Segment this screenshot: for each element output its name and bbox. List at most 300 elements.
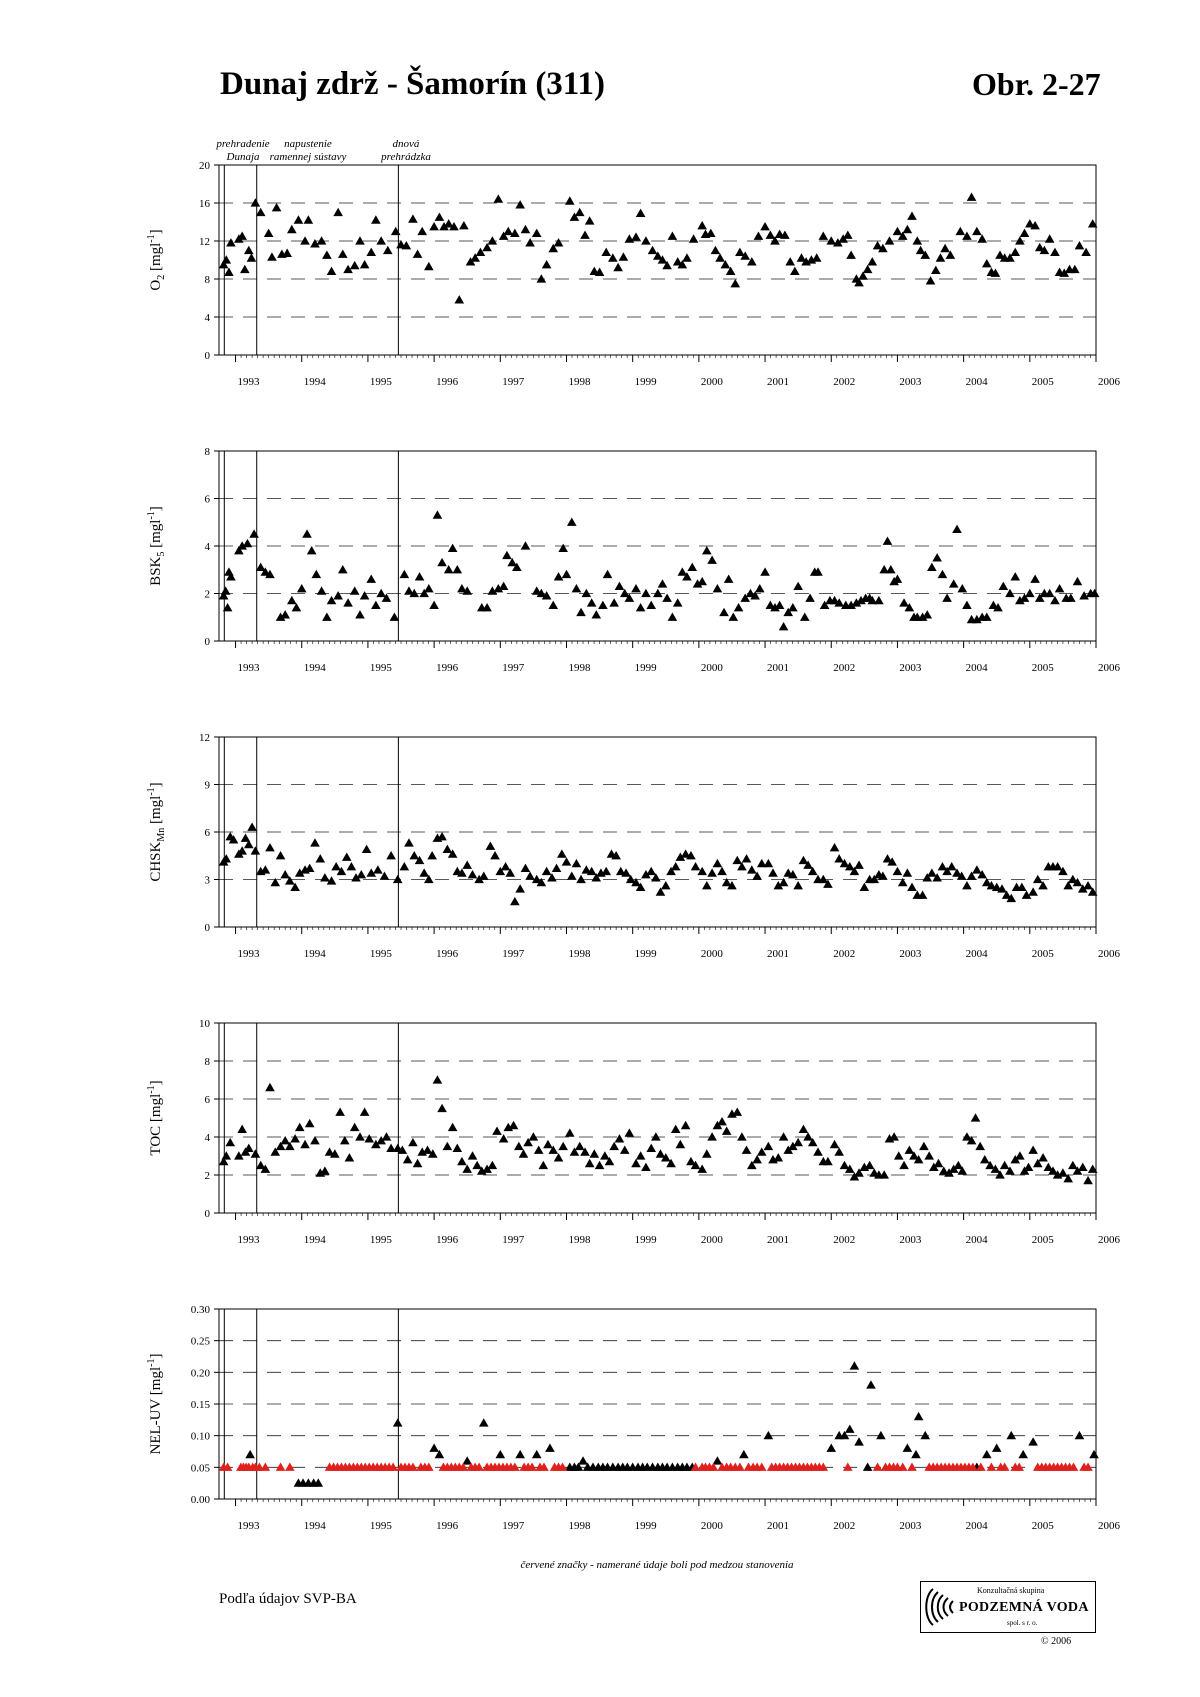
data-point bbox=[860, 883, 870, 891]
y-tick-label: 6 bbox=[204, 493, 210, 506]
data-point bbox=[376, 236, 386, 244]
data-point bbox=[256, 208, 266, 216]
data-point bbox=[459, 221, 469, 229]
data-point bbox=[926, 276, 936, 284]
data-point bbox=[413, 1159, 423, 1167]
data-point bbox=[558, 1142, 568, 1150]
data-point bbox=[713, 859, 723, 867]
data-point bbox=[226, 238, 236, 246]
x-tick-label: 2005 bbox=[1031, 1234, 1054, 1246]
data-point bbox=[243, 539, 253, 547]
x-tick-label: 2000 bbox=[700, 1234, 723, 1246]
plot-frame bbox=[219, 1023, 1096, 1213]
data-point bbox=[294, 215, 304, 223]
data-point bbox=[992, 1444, 1002, 1452]
data-point bbox=[619, 252, 629, 260]
data-point bbox=[764, 859, 774, 867]
data-point bbox=[371, 215, 381, 223]
x-tick-label: 1994 bbox=[303, 1234, 326, 1246]
data-point bbox=[940, 244, 950, 252]
data-point bbox=[707, 555, 717, 563]
data-point bbox=[390, 612, 400, 620]
data-point bbox=[636, 209, 646, 217]
data-point bbox=[1045, 234, 1055, 242]
y-axis-label: $CHSK_{Mn}$ [mgl$^{-1}$] bbox=[146, 782, 167, 882]
data-point bbox=[1050, 248, 1060, 256]
y-tick-label: 6 bbox=[204, 827, 210, 839]
data-point bbox=[715, 253, 725, 261]
y-tick-label: 6 bbox=[204, 1094, 210, 1106]
data-point bbox=[462, 1456, 472, 1464]
x-tick-label: 2002 bbox=[833, 1520, 856, 1532]
data-point bbox=[773, 1153, 783, 1161]
data-point bbox=[486, 841, 496, 849]
data-point bbox=[338, 250, 348, 258]
data-point bbox=[408, 1138, 418, 1146]
x-tick-label: 2004 bbox=[965, 948, 988, 960]
data-point bbox=[537, 274, 547, 282]
data-point bbox=[803, 1132, 813, 1140]
data-point bbox=[454, 295, 464, 303]
data-point bbox=[1015, 1151, 1025, 1159]
data-point bbox=[244, 246, 254, 254]
x-tick-label: 1997 bbox=[502, 948, 525, 960]
data-point bbox=[300, 236, 310, 244]
data-point bbox=[382, 1132, 392, 1140]
company-logo bbox=[920, 1581, 1096, 1633]
x-tick-label: 2002 bbox=[833, 662, 856, 674]
data-point bbox=[867, 257, 877, 265]
data-point bbox=[265, 843, 275, 851]
data-point bbox=[656, 1149, 666, 1157]
data-point bbox=[343, 598, 353, 606]
y-tick-label: 8 bbox=[204, 1056, 210, 1068]
x-tick-label: 1993 bbox=[237, 662, 260, 674]
event-label-line1: prehradenie bbox=[216, 138, 270, 150]
data-point bbox=[488, 1161, 498, 1169]
x-tick-label: 2004 bbox=[965, 376, 988, 388]
data-point bbox=[1075, 241, 1085, 249]
data-point bbox=[790, 267, 800, 275]
data-point bbox=[799, 1125, 809, 1133]
data-point bbox=[865, 1161, 875, 1169]
data-point bbox=[609, 598, 619, 606]
x-tick-label: 1998 bbox=[568, 1520, 591, 1532]
data-point bbox=[587, 598, 597, 606]
chart-chsk bbox=[146, 732, 1121, 960]
data-point bbox=[525, 238, 535, 246]
y-tick-label: 0 bbox=[204, 636, 210, 648]
chart-bsk5 bbox=[146, 446, 1121, 674]
data-point bbox=[1073, 577, 1083, 585]
x-tick-label: 2006 bbox=[1098, 376, 1120, 388]
data-point bbox=[496, 1450, 506, 1458]
data-point bbox=[307, 546, 317, 554]
data-point bbox=[687, 563, 697, 571]
data-point bbox=[793, 881, 803, 889]
data-point bbox=[779, 622, 789, 630]
x-tick-label: 2006 bbox=[1098, 1234, 1120, 1246]
data-point bbox=[668, 231, 678, 239]
page-title: Dunaj zdrž - Šamorín (311) bbox=[220, 66, 605, 102]
data-point bbox=[840, 1161, 850, 1169]
data-point bbox=[760, 567, 770, 575]
data-point bbox=[972, 865, 982, 873]
x-tick-label: 2002 bbox=[833, 376, 856, 388]
data-point bbox=[424, 584, 434, 592]
data-point bbox=[247, 822, 257, 830]
data-point bbox=[510, 897, 520, 905]
data-point bbox=[697, 221, 707, 229]
data-point bbox=[433, 510, 443, 518]
data-point bbox=[919, 1142, 929, 1150]
data-point bbox=[408, 214, 418, 222]
logo-name: PODZEMNÁ VODA bbox=[959, 1600, 1089, 1615]
data-point bbox=[302, 529, 312, 537]
data-point bbox=[468, 870, 478, 878]
data-point bbox=[754, 231, 764, 239]
data-point bbox=[423, 1146, 433, 1154]
data-point bbox=[355, 1132, 365, 1140]
data-point bbox=[282, 249, 292, 257]
data-point bbox=[585, 216, 595, 224]
data-point bbox=[1033, 875, 1043, 883]
data-point bbox=[479, 1418, 489, 1426]
data-point bbox=[658, 579, 668, 587]
data-point bbox=[779, 1132, 789, 1140]
data-point bbox=[732, 1108, 742, 1116]
data-point bbox=[1028, 887, 1038, 895]
event-label-line1: napustenie bbox=[284, 138, 332, 150]
data-point bbox=[362, 845, 372, 853]
data-point bbox=[641, 589, 651, 597]
data-point bbox=[812, 253, 822, 261]
x-tick-label: 1996 bbox=[436, 376, 459, 388]
data-point bbox=[907, 883, 917, 891]
data-point bbox=[557, 849, 567, 857]
logo-legal-form: spol. s r. o. bbox=[1007, 1619, 1038, 1627]
data-point bbox=[967, 193, 977, 201]
data-point bbox=[1075, 1431, 1085, 1439]
data-point bbox=[347, 862, 357, 870]
data-point bbox=[826, 236, 836, 244]
data-point bbox=[452, 565, 462, 573]
y-tick-label: 2 bbox=[204, 1170, 210, 1182]
data-point bbox=[972, 227, 982, 235]
data-point bbox=[982, 1450, 992, 1458]
data-point bbox=[342, 853, 352, 861]
data-point bbox=[1020, 229, 1030, 237]
data-point bbox=[834, 854, 844, 862]
y-tick-label: 0 bbox=[204, 922, 210, 934]
x-tick-label: 2006 bbox=[1098, 948, 1120, 960]
data-point bbox=[711, 246, 721, 254]
source-note: Podľa údajov SVP-BA bbox=[219, 1591, 357, 1607]
data-point bbox=[304, 215, 314, 223]
data-point bbox=[472, 1161, 482, 1169]
data-point bbox=[1038, 1153, 1048, 1161]
data-point bbox=[576, 608, 586, 616]
data-point bbox=[499, 1134, 509, 1142]
data-point bbox=[668, 612, 678, 620]
data-point bbox=[350, 261, 360, 269]
event-label-line2: prehrádzka bbox=[381, 151, 431, 163]
data-point bbox=[1078, 1163, 1088, 1171]
x-tick-label: 1999 bbox=[634, 948, 657, 960]
data-point bbox=[297, 584, 307, 592]
data-point bbox=[452, 1144, 462, 1152]
data-point bbox=[911, 1450, 921, 1458]
chart-o2 bbox=[146, 160, 1121, 388]
data-point bbox=[237, 1125, 247, 1133]
data-point bbox=[912, 236, 922, 244]
data-point bbox=[793, 582, 803, 590]
data-point-below-limit bbox=[276, 1463, 286, 1471]
data-point bbox=[575, 208, 585, 216]
x-tick-label: 2000 bbox=[700, 376, 723, 388]
data-point bbox=[883, 536, 893, 544]
x-tick-label: 1995 bbox=[369, 1520, 392, 1532]
data-point bbox=[221, 854, 231, 862]
data-point bbox=[732, 856, 742, 864]
data-point bbox=[376, 589, 386, 597]
data-point bbox=[874, 596, 884, 604]
data-point bbox=[433, 1075, 443, 1083]
data-point bbox=[760, 222, 770, 230]
data-point bbox=[1068, 1161, 1078, 1169]
data-point bbox=[350, 1123, 360, 1131]
data-point bbox=[646, 601, 656, 609]
data-point bbox=[462, 860, 472, 868]
data-point bbox=[424, 262, 434, 270]
data-point bbox=[713, 1456, 723, 1464]
data-point-below-limit bbox=[907, 1463, 917, 1471]
y-tick-label: 4 bbox=[204, 312, 210, 324]
data-point bbox=[1015, 236, 1025, 244]
data-point bbox=[999, 582, 1009, 590]
footnote: červené značky - namerané údaje boli pod medzou stanovenia bbox=[520, 1559, 794, 1571]
x-tick-label: 2001 bbox=[767, 376, 790, 388]
data-point bbox=[722, 1127, 732, 1135]
data-point bbox=[975, 1142, 985, 1150]
data-point bbox=[514, 1142, 524, 1150]
data-point bbox=[737, 1132, 747, 1140]
data-point bbox=[676, 1140, 686, 1148]
data-point bbox=[819, 231, 829, 239]
data-point bbox=[625, 1128, 635, 1136]
data-point bbox=[713, 584, 723, 592]
data-point bbox=[290, 1134, 300, 1142]
data-point bbox=[1028, 1437, 1038, 1445]
data-point bbox=[1006, 1431, 1016, 1439]
data-point bbox=[956, 227, 966, 235]
data-point bbox=[899, 598, 909, 606]
data-point bbox=[448, 544, 458, 552]
x-tick-label: 1996 bbox=[436, 948, 459, 960]
data-point bbox=[371, 601, 381, 609]
data-point bbox=[702, 1149, 712, 1157]
data-point bbox=[572, 584, 582, 592]
data-point bbox=[585, 1159, 595, 1167]
data-point-below-limit bbox=[285, 1463, 295, 1471]
data-point bbox=[846, 250, 856, 258]
data-point bbox=[601, 248, 611, 256]
data-point bbox=[1024, 1163, 1034, 1171]
y-tick-label: 0.10 bbox=[190, 1430, 210, 1443]
x-tick-label: 2001 bbox=[767, 662, 790, 674]
data-point bbox=[548, 601, 558, 609]
data-point bbox=[905, 1146, 915, 1154]
data-point bbox=[429, 222, 439, 230]
data-point bbox=[350, 586, 360, 594]
y-tick-label: 4 bbox=[204, 1132, 210, 1144]
data-point bbox=[673, 598, 683, 606]
data-point bbox=[702, 546, 712, 554]
x-tick-label: 1993 bbox=[237, 948, 260, 960]
data-point bbox=[717, 867, 727, 875]
data-point bbox=[554, 1153, 564, 1161]
chart-toc bbox=[146, 1018, 1121, 1246]
event-label-line2: Dunaja bbox=[226, 151, 260, 163]
x-tick-label: 2001 bbox=[767, 1520, 790, 1532]
data-point bbox=[366, 574, 376, 582]
data-point bbox=[728, 612, 738, 620]
data-point bbox=[631, 584, 641, 592]
data-point bbox=[1000, 1161, 1010, 1169]
data-point bbox=[409, 851, 419, 859]
data-point bbox=[938, 570, 948, 578]
data-point bbox=[707, 1132, 717, 1140]
data-point bbox=[335, 1108, 345, 1116]
data-point bbox=[554, 238, 564, 246]
data-point bbox=[565, 196, 575, 204]
data-point bbox=[1010, 572, 1020, 580]
y-tick-label: 12 bbox=[199, 732, 210, 744]
data-point bbox=[415, 572, 425, 580]
data-point bbox=[582, 589, 592, 597]
data-point bbox=[800, 612, 810, 620]
data-point bbox=[845, 1425, 855, 1433]
x-tick-label: 1997 bbox=[502, 1234, 525, 1246]
data-point bbox=[373, 865, 383, 873]
x-tick-label: 1998 bbox=[568, 948, 591, 960]
data-point bbox=[903, 1444, 913, 1452]
data-point bbox=[876, 1431, 886, 1439]
y-axis-label: NEL-UV [mgl$^{-1}$] bbox=[146, 1353, 164, 1455]
data-point bbox=[971, 1113, 981, 1121]
data-point bbox=[651, 1132, 661, 1140]
data-point bbox=[615, 582, 625, 590]
data-point bbox=[982, 259, 992, 267]
data-point bbox=[419, 868, 429, 876]
data-point bbox=[310, 838, 320, 846]
data-point bbox=[885, 236, 895, 244]
data-point bbox=[532, 1450, 542, 1458]
data-point bbox=[503, 227, 513, 235]
x-tick-label: 1997 bbox=[502, 1520, 525, 1532]
data-point-below-limit bbox=[987, 1463, 997, 1471]
x-tick-label: 2004 bbox=[965, 1520, 988, 1532]
data-point-below-limit bbox=[873, 1463, 883, 1471]
data-point bbox=[221, 255, 231, 263]
data-point bbox=[936, 253, 946, 261]
data-point bbox=[739, 1450, 749, 1458]
data-point bbox=[515, 884, 525, 892]
data-point bbox=[558, 544, 568, 552]
data-point bbox=[355, 236, 365, 244]
data-point bbox=[492, 1127, 502, 1135]
data-point bbox=[735, 248, 745, 256]
data-point bbox=[457, 1157, 467, 1165]
data-point bbox=[320, 873, 330, 881]
data-point bbox=[927, 563, 937, 571]
x-tick-label: 2002 bbox=[833, 1234, 856, 1246]
x-tick-label: 2006 bbox=[1098, 1520, 1120, 1532]
data-point bbox=[572, 859, 582, 867]
data-point bbox=[448, 1123, 458, 1131]
data-point bbox=[315, 854, 325, 862]
data-point bbox=[742, 854, 752, 862]
data-point bbox=[834, 1147, 844, 1155]
data-point bbox=[914, 1412, 924, 1420]
data-point bbox=[393, 1418, 403, 1426]
data-point bbox=[830, 843, 840, 851]
event-label-line2: ramennej sústavy bbox=[269, 151, 347, 163]
x-tick-label: 2005 bbox=[1031, 948, 1054, 960]
data-point bbox=[1083, 1176, 1093, 1184]
data-point bbox=[595, 1161, 605, 1169]
y-tick-label: 0 bbox=[204, 1208, 210, 1220]
data-point bbox=[317, 236, 327, 244]
x-tick-label: 1993 bbox=[237, 1520, 260, 1532]
data-point bbox=[1028, 1146, 1038, 1154]
y-tick-label: 0.00 bbox=[190, 1494, 210, 1506]
data-point bbox=[519, 1149, 529, 1157]
data-point bbox=[1018, 1450, 1028, 1458]
data-point bbox=[437, 1104, 447, 1112]
data-point bbox=[893, 867, 903, 875]
data-point bbox=[443, 1142, 453, 1150]
data-point bbox=[360, 260, 370, 268]
data-point bbox=[927, 868, 937, 876]
data-point bbox=[609, 1142, 619, 1150]
figure-number: Obr. 2-27 bbox=[972, 66, 1101, 102]
data-point bbox=[646, 867, 656, 875]
x-tick-label: 1996 bbox=[436, 1520, 459, 1532]
data-point bbox=[249, 529, 259, 537]
data-point bbox=[245, 1450, 255, 1458]
data-point bbox=[338, 565, 348, 573]
y-tick-label: 0.20 bbox=[190, 1367, 210, 1380]
data-point bbox=[931, 266, 941, 274]
x-tick-label: 2005 bbox=[1031, 662, 1054, 674]
event-label-line1: dnová bbox=[392, 138, 420, 150]
data-point bbox=[357, 870, 367, 878]
x-tick-label: 2004 bbox=[965, 1234, 988, 1246]
data-point bbox=[854, 1437, 864, 1445]
data-point bbox=[907, 212, 917, 220]
data-point bbox=[724, 574, 734, 582]
data-point bbox=[404, 838, 414, 846]
x-tick-label: 2005 bbox=[1031, 1520, 1054, 1532]
data-point bbox=[247, 253, 257, 261]
data-point bbox=[805, 593, 815, 601]
data-point bbox=[502, 551, 512, 559]
data-point bbox=[863, 1463, 873, 1471]
y-tick-label: 2 bbox=[204, 588, 210, 601]
data-point bbox=[224, 567, 234, 575]
data-point bbox=[490, 851, 500, 859]
